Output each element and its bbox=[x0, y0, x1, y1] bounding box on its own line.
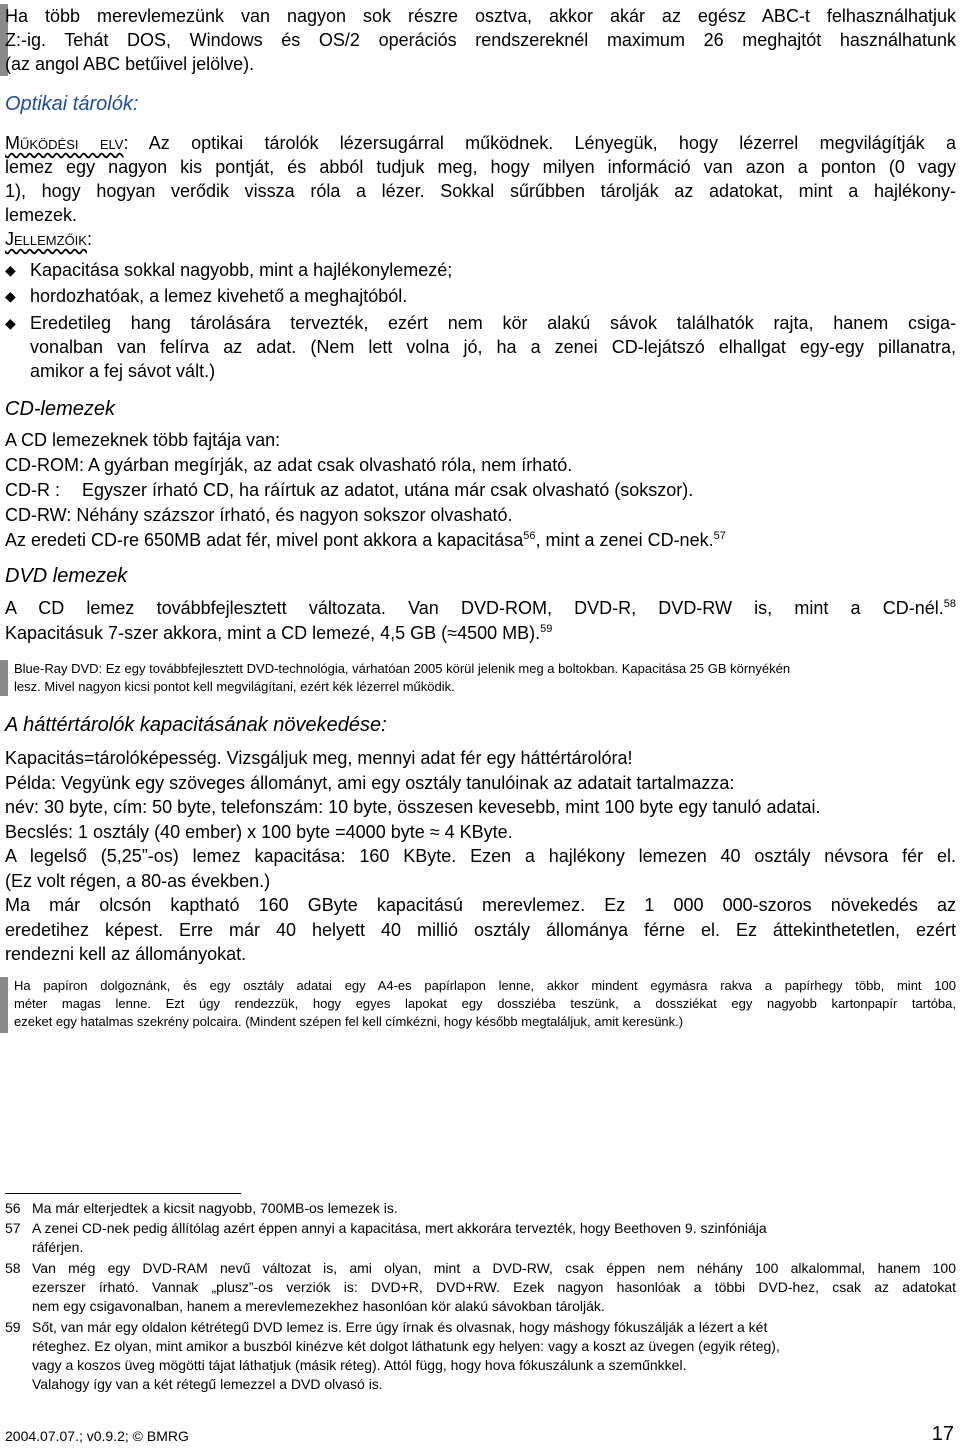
list-item: hordozhatóak, a lemez kivehető a meghajtóból. bbox=[30, 286, 408, 306]
approx-icon: ≈ bbox=[429, 821, 440, 842]
dvd-paragraph: A CD lemez továbbfejlesztett változata. Van DVD-ROM, DVD-R, DVD-RW is, mint a CD-nél.$^{58}$ Kapacitásuk 7-szer akkora, mint a CD lemezé, 4,5 GB (≈4500 MB).$^{59}$ bbox=[5, 598, 956, 643]
text-line: eredetihez képest. Erre már 40 helyett 40 millió osztály állománya férne el. Ez áttekinthetetlen, ezért bbox=[5, 919, 956, 940]
text-line: lemezek. bbox=[5, 205, 78, 225]
footer-meta: 2004.07.07.; v0.9.2; © BMRG bbox=[5, 1428, 189, 1444]
footnote-separator bbox=[5, 1193, 241, 1194]
section-heading-cd: CD-lemezek bbox=[5, 398, 116, 420]
text-line: Kapacitás=tárolóképesség. Vizsgáljuk meg, mennyi adat fér egy háttértárolóra! bbox=[5, 748, 633, 768]
list-item: Kapacitása sokkal nagyobb, mint a hajlékonylemezé; bbox=[30, 260, 453, 280]
footnote-number: 56 bbox=[5, 1200, 21, 1216]
footnote-ref[interactable]: 58 bbox=[943, 598, 956, 610]
section-heading-capacity: A háttértárolók kapacitásának növekedése: bbox=[5, 714, 387, 736]
text-line: (Ez volt régen, a 80-as években.) bbox=[5, 870, 271, 891]
features-label: Jellemzőik bbox=[5, 229, 87, 249]
text-line: Példa: Vegyünk egy szöveges állományt, ami egy osztály tanulóinak az adatait tartalmazza: bbox=[5, 772, 735, 793]
list-item: Eredetileg hang tárolására tervezték, ezért nem kör alakú sávok találhatók rajta, hanem csiga- vonalban van felírva az adat. (Nem lett volna jó, ha a zenei CD-lejátszó elhallgat egy-egy pillanatra, amikor a fej sávot vált.) bbox=[30, 313, 956, 381]
bluray-note: Blue-Ray DVD: Ez egy továbbfejlesztett DVD-technológia, várhatóan 2005 körül jelenik meg a boltokban. Kapacitása 25 GB környékén lesz. Mivel nagyon kicsi pontot kell megvilágítani, ezért kék lézerrel működik. bbox=[14, 661, 791, 694]
footnote-ref[interactable]: 57 bbox=[713, 530, 726, 542]
footnote-number: 58 bbox=[5, 1260, 21, 1276]
intro-paragraph bbox=[5, 4, 956, 76]
principle-label: Működési elv bbox=[5, 133, 124, 153]
text-line: 1), hogy hogyan verődik vissza róla a lézer. Sokkal sűrűbben tárolják az adatokat, mint a hajlékony- bbox=[5, 181, 956, 201]
bullet-icon: ◆ bbox=[5, 315, 16, 331]
capacity-paragraph: Kapacitás=tárolóképesség. Vizsgáljuk meg, mennyi adat fér egy háttértárolóra! Példa: Vegyünk egy szöveges állományt, ami egy osztály tanulóinak az adatait tartalmazza: név: 30 byte, cím: 50 byte, telefonszám: 10 byte, összesen kevesebb, mint 100 byte egy tanuló adatai. Becslés: 1 osztály (40 ember) x 100 byte =4000 byte ≈ 4 KByte. A legelső (5,25”-os) lemez kapacitása: 160 KByte. Ezen a hajlékony lemezen 40 osztály névsora fér el. (Ez volt régen, a 80-as években.) Ma már olcsón kaptható 160 GByte kapacitású merevlemez. Ez 1 000 000-szoros növekedés az eredetihez képest. Erre már 40 helyett 40 millió osztály állománya férne el. Ez áttekinthetetlen, ezért rendezni kell az állományokat. bbox=[5, 746, 956, 967]
page-number: 17 bbox=[931, 1423, 954, 1445]
cd-paragraph: A CD lemezeknek több fajtája van: CD-ROM: A gyárban megírják, az adat csak olvasható róla, nem írható. CD-R : Egyszer írható CD, ha ráírtuk az adatot, utána már csak olvasható (sokszor). CD-RW: Néhány százszor írható, és nagyon sokszor olvasható. Az eredeti CD-re 650MB adat fér, mivel pont akkora a kapacitása$^{56}$, mint a zenei CD-nek.$^{57}$ bbox=[5, 428, 956, 553]
margin-bar bbox=[0, 977, 8, 1033]
text-line: A CD lemezeknek több fajtája van: bbox=[5, 430, 281, 450]
text-line: lemez egy nagyon kis pontját, és abból tudjuk meg, hogy milyen információ van azon a ponton (0 vagy bbox=[5, 157, 956, 177]
text-line: rendezni kell az állományokat. bbox=[5, 944, 247, 964]
bullet-icon: ◆ bbox=[5, 262, 16, 278]
text-line: (az angol ABC betűivel jelölve). bbox=[5, 54, 255, 74]
bullet-icon: ◆ bbox=[5, 288, 16, 304]
paper-note: Ha papíron dolgoznánk, és egy osztály adatai egy A4-es papírlapon lenne, akkor mindent egymásra rakva a papírhegy több, mint 100 méter magas lenne. Ezt úgy rendezzük, hogy egyes lapokat egy dossziéba teszünk, a dossziékat egy nagyobb kartonpapír tartóba, ezeket egy hatalmas szekrény polcaira. (Mindent szépen fel kell címkézni, hogy később megtaláljuk, amit keresünk.) bbox=[14, 978, 956, 1029]
document-page: Ha több merevlemezünk van nagyon sok részre osztva, akkor akár az egész ABC-t felhasználhatjuk Z:-ig. Tehát DOS, Windows és OS/2 operációs rendszereknél maximum 26 meghajtót használhatunk (az angol ABC betűivel jelölve). Optikai tárolók: Működési elv: Az optikai tárolók lézersugárral működnek. Lényegük, hogy lézerrel megvilágítják a lemez egy nagyon kis pontját, és abból tudjuk meg, hogy milyen információ van azon a ponton (0 vagy 1), hogy hogyan verődik vissza róla a lézer. Sokkal sűrűbben tárolják az adatokat, mint a hajlékony- lemezek. Jellemzőik: ◆ Kapacitása sokkal nagyobb, mint a hajlékonylemezé; ◆ hordozhatóak, a lemez kivehető a meghajtóból. ◆ Eredetileg hang tárolására tervezték, ezért nem kör alakú sávok találhatók rajta, hanem csiga- vonalban van felírva az adat. (Nem lett volna jó, ha a zenei CD-lejátszó elhallgat egy-egy pillanatra, amikor a fej sávot vált.) CD-lemezek A CD lemezeknek több fajtája van: CD-ROM: A gyárban megírják, az adat csak olvasható róla, nem írható. CD-R : Egyszer írható CD, ha ráírtuk az adatot, utána már csak olvasható (sokszor). CD-RW: Néhány százszor írható, és nagyon sokszor olvasható. Az eredeti CD-re 650MB adat fér, mivel pont akkora a kapacitása$^{56}$, mint a zenei CD-nek.$^{57}$ DVD lemezek A CD lemez továbbfejlesztett változata. Van DVD-ROM, DVD-R, DVD-RW is, mint a CD-nél.$^{58}$ Kapacitásuk 7-szer akkora, mint a CD lemezé, 4,5 GB (≈4500 MB).$^{59}$ Blue-Ray DVD: Ez egy továbbfejlesztett DVD-technológia, várhatóan 2005 körül jelenik meg a boltokban. Kapacitása 25 GB környékén lesz. Mivel nagyon kicsi pontot kell megvilágítani, ezért kék lézerrel működik. A háttértárolók kapacitásának növekedése: Kapacitás=tárolóképesség. Vizsgáljuk meg, mennyi adat fér egy háttértárolóra! Példa: Vegyünk egy szöveges állományt, ami egy osztály tanulóinak az adatait tartalmazza: név: 30 byte, cím: 50 byte, telefonszám: 10 byte, összesen kevesebb, mint 100 byte egy tanuló adatai. Becslés: 1 osztály (40 ember) x 100 byte =4000 byte ≈ 4 KByte. A legelső (5,25”-os) lemez kapacitása: 160 KByte. Ezen a hajlékony lemezen 40 osztály névsora fér el. (Ez volt régen, a 80-as években.) Ma már olcsón kaptható 160 GByte kapacitású merevlemez. Ez 1 000 000-szoros növekedés az eredetihez képest. Erre már 40 helyett 40 millió osztály állománya férne el. Ez áttekinthetetlen, ezért rendezni kell az állományokat. Ha papíron dolgoznánk, és egy osztály adatai egy A4-es papírlapon lenne, akkor mindent egymásra rakva a papírhegy több, mint 100 méter magas lenne. Ezt úgy rendezzük, hogy egyes lapokat egy dossziéba teszünk, a dossziékat egy nagyobb kartonpapír tartóba, ezeket egy hatalmas szekrény polcaira. (Mindent szépen fel kell címkézni, hogy később megtaláljuk, amit keresünk.) 56 Ma már elterjedtek a kicsit nagyobb, 700MB-os lemezek is. 57 A zenei CD-nek pedig állítólag azért éppen annyi a kapacitása, mert akkorára tervezték, hogy Beethoven 9. szinfóniája ráférjen. 58 Van még egy DVD-RAM nevű változat is, ami olyan, mint a DVD-RW, csak éppen nem néhány 100 alkalommal, hanem 100 ezerszer írható. Vannak „plusz”-os verziók is: DVD+R, DVD+RW. Ezek nagyon hasonlóak a többi DVD-hez, csak az adatokat nem egy csigavonalban, hanem a merevlemezekhez hasonlóan kör alakú sávokban tárolják. 59 Sőt, van már egy oldalon kétrétegű DVD lemez is. Erre úgy írnak és olvasnak, hogy máshogy fókuszálják a lézert a két réteghez. Ez olyan, mint amikor a buszból kinézve két dolgot láthatunk egy helyen: vagy a koszt az üvegen (egyik réteg), vagy a koszos üveg mögötti tájat láthatjuk (másik réteg). Attól függ, hogy hova fókuszálunk a szeműnkkel. Valahogy így van a két rétegű lemezzel a DVD olvasó is. 2004.07.07.; v0.9.2; © BMRG 17 bbox=[0, 0, 960, 1448]
text-line: A legelső (5,25”-os) lemez kapacitása: 160 KByte. Ezen a hajlékony lemezen 40 osztály névsora fér el. bbox=[5, 846, 956, 866]
section-heading-dvd: DVD lemezek bbox=[5, 565, 128, 587]
margin-bar bbox=[0, 660, 8, 696]
text-line: : Az optikai tárolók lézersugárral működnek. Lényegük, hogy lézerrel megvilágítják a bbox=[123, 133, 956, 153]
text-line: Ma már olcsón kaptható 160 GByte kapacitású merevlemez. Ez 1 000 000-szoros növekedés az bbox=[5, 895, 956, 915]
text-line: CD-ROM: A gyárban megírják, az adat csak olvasható róla, nem írható. bbox=[5, 455, 573, 475]
section-heading-optical: Optikai tárolók: bbox=[5, 93, 139, 115]
footnote-number: 59 bbox=[5, 1319, 21, 1335]
approx-icon: ≈ bbox=[447, 623, 458, 643]
text-line: név: 30 byte, cím: 50 byte, telefonszám: 10 byte, összesen kevesebb, mint 100 byte egy tanuló adatai. bbox=[5, 797, 821, 817]
text-line: Z:-ig. Tehát DOS, Windows és OS/2 operációs rendszereknél maximum 26 meghajtót használhatunk bbox=[5, 30, 956, 50]
footnote-ref[interactable]: 59 bbox=[540, 623, 553, 635]
text-line: CD-RW: Néhány százszor írható, és nagyon sokszor olvasható. bbox=[5, 505, 513, 525]
principle-paragraph: Működési elv: Az optikai tárolók lézersugárral működnek. Lényegük, hogy lézerrel megvilágítják a lemez egy nagyon kis pontját, és abból tudjuk meg, hogy milyen információ van azon a ponton (0 vagy 1), hogy hogyan verődik vissza róla a lézer. Sokkal sűrűbben tárolják az adatokat, mint a hajlékony- lemezek. Jellemzőik: bbox=[5, 133, 956, 249]
text-line: Ha több merevlemezünk van nagyon sok részre osztva, akkor akár az egész ABC-t felhasználhatjuk bbox=[5, 6, 956, 26]
footnote-number: 57 bbox=[5, 1220, 21, 1236]
footnote-ref[interactable]: 56 bbox=[523, 530, 536, 542]
